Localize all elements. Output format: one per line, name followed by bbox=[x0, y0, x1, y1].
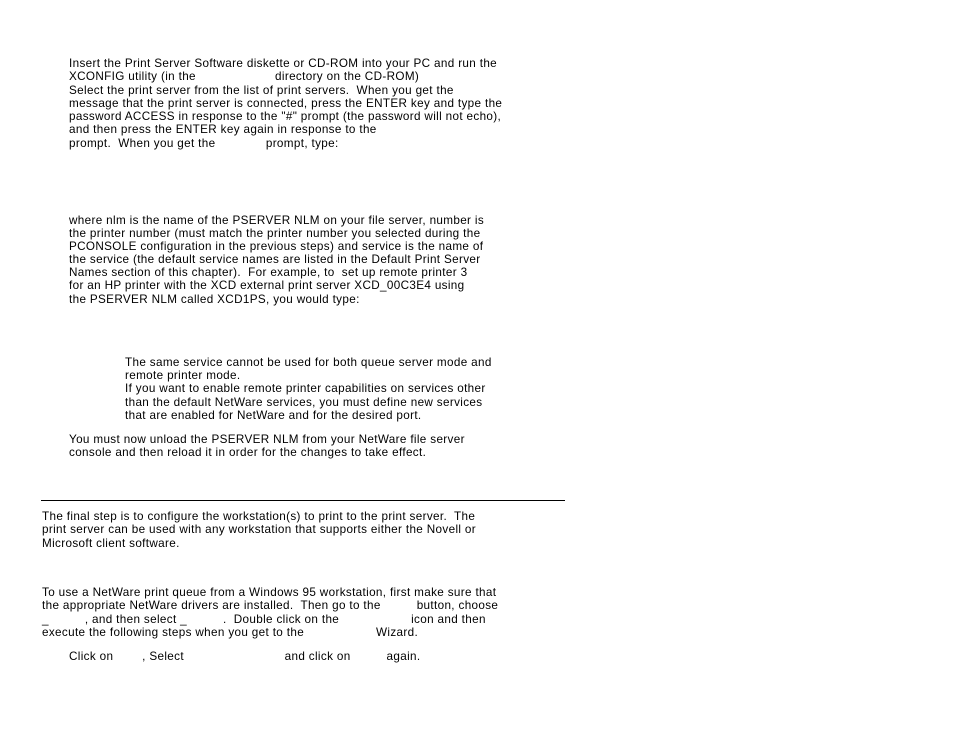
select-step-line: password ACCESS in response to the "#" prompt (the password will not echo), bbox=[69, 110, 502, 123]
final-step-line: Microsoft client software. bbox=[42, 537, 180, 550]
select-step-line: and then press the ENTER key again in response to the bbox=[69, 123, 377, 136]
explanation-line: PCONSOLE configuration in the previous steps) and service is the name of bbox=[69, 240, 484, 253]
explanation-line: the PSERVER NLM called XCD1PS, you would type: bbox=[69, 293, 360, 306]
note-line: If you want to enable remote printer capabilities on services other bbox=[125, 382, 486, 395]
win95-line: the appropriate NetWare drivers are installed. Then go to the button, choose bbox=[42, 599, 499, 612]
section-divider bbox=[41, 500, 565, 501]
win95-line: _ , and then select _ . Double click on the icon and then bbox=[42, 613, 486, 626]
unload-line: console and then reload it in order for the changes to take effect. bbox=[69, 446, 427, 459]
select-step-line: message that the print server is connected, press the ENTER key and type the bbox=[69, 97, 503, 110]
explanation-line: the service (the default service names are listed in the Default Print Server bbox=[69, 253, 481, 266]
xconfig-step-line: XCONFIG utility (in the directory on the CD-ROM) bbox=[69, 70, 420, 83]
explanation-line: for an HP printer with the XCD external print server XCD_00C3E4 using bbox=[69, 279, 465, 292]
xconfig-step-line: Insert the Print Server Software diskette or CD-ROM into your PC and run the bbox=[69, 57, 498, 70]
click-step-line: Click on , Select and click on again. bbox=[69, 650, 421, 663]
note-line: remote printer mode. bbox=[125, 369, 241, 382]
win95-line: execute the following steps when you get to the Wizard. bbox=[42, 626, 419, 639]
explanation-line: Names section of this chapter). For example, to set up remote printer 3 bbox=[69, 266, 468, 279]
final-step-line: The final step is to configure the workstation(s) to print to the print server. The bbox=[42, 510, 476, 523]
final-step-line: print server can be used with any workstation that supports either the Novell or bbox=[42, 523, 477, 536]
unload-line: You must now unload the PSERVER NLM from your NetWare file server bbox=[69, 433, 465, 446]
note-line: that are enabled for NetWare and for the desired port. bbox=[125, 409, 422, 422]
note-line: The same service cannot be used for both queue server mode and bbox=[125, 356, 492, 369]
select-step-line: prompt. When you get the prompt, type: bbox=[69, 137, 339, 150]
select-step-line: Select the print server from the list of print servers. When you get the bbox=[69, 84, 454, 97]
note-line: than the default NetWare services, you must define new services bbox=[125, 396, 483, 409]
win95-line: To use a NetWare print queue from a Windows 95 workstation, first make sure that bbox=[42, 586, 497, 599]
explanation-line: the printer number (must match the printer number you selected during the bbox=[69, 227, 481, 240]
explanation-line: where nlm is the name of the PSERVER NLM on your file server, number is bbox=[69, 214, 485, 227]
